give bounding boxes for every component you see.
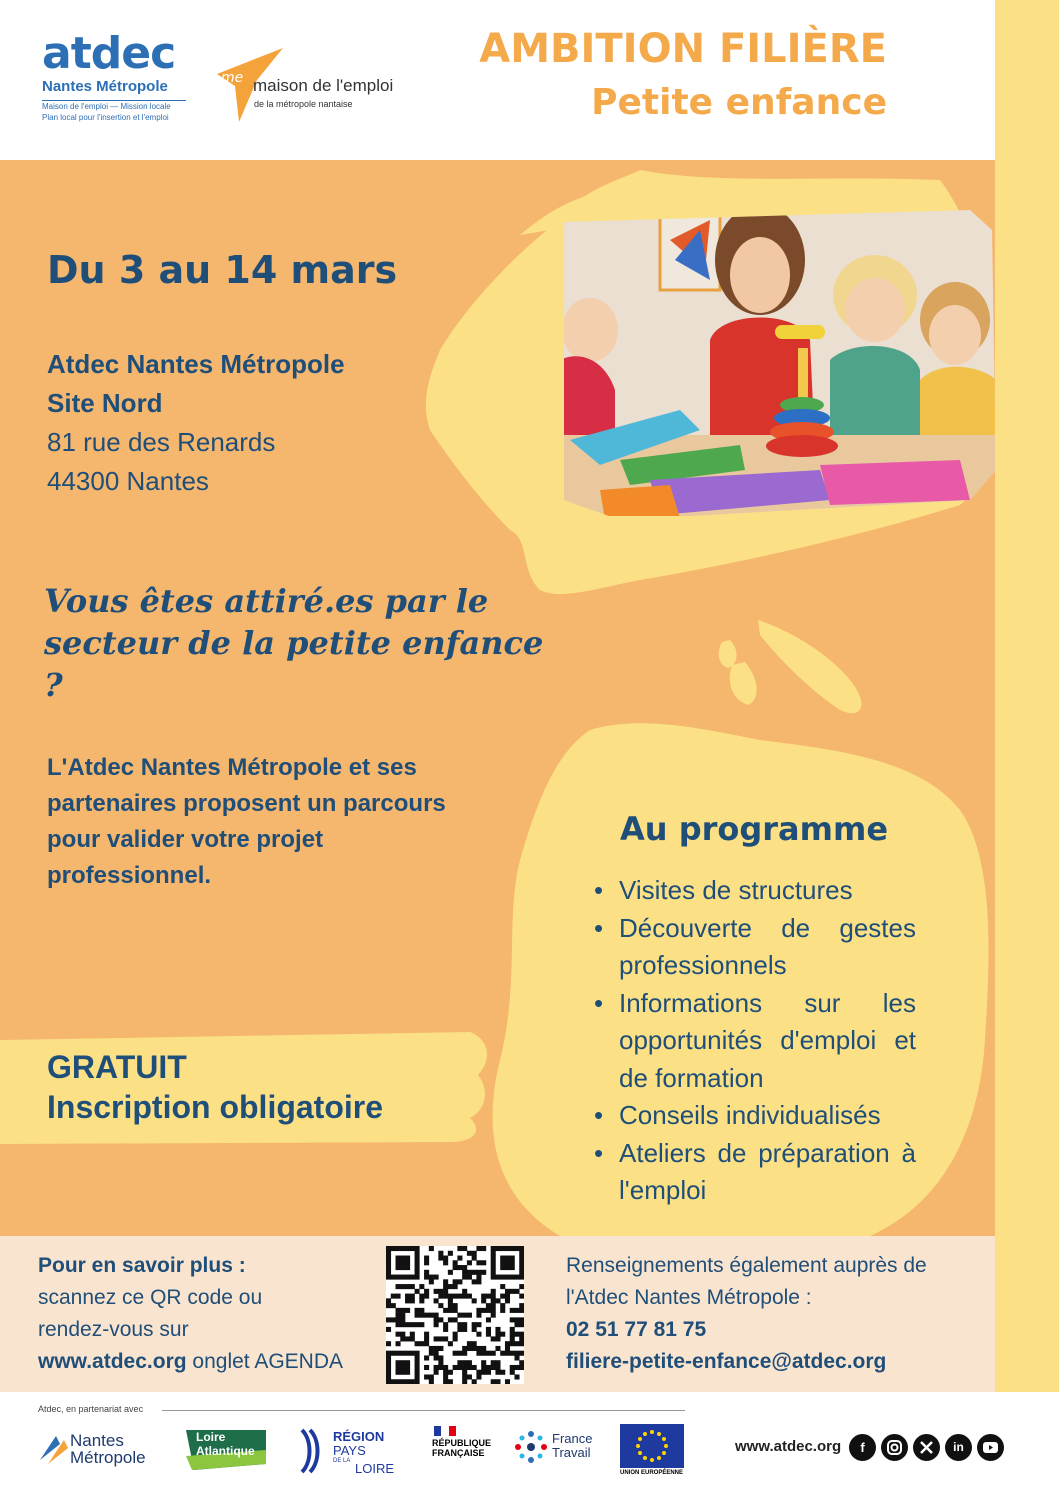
maison-emploi-logo <box>213 44 423 124</box>
union-europeenne-logo <box>620 1422 686 1478</box>
linkedin-icon[interactable]: in <box>945 1434 972 1461</box>
region-pays-de-la-loire-logo <box>298 1422 398 1478</box>
venue-city: 44300 Nantes <box>47 466 209 496</box>
republique-name-2: FRANÇAISE <box>432 1448 485 1458</box>
france-travail-name-2: Travail <box>552 1445 591 1460</box>
programme-item: • Informations sur les opportunités d'emploi et de formation <box>594 985 916 1098</box>
nantes-metropole-mark-icon <box>38 1430 74 1470</box>
republique-name-1: RÉPUBLIQUE <box>432 1438 492 1448</box>
republique-francaise-logo <box>432 1422 502 1478</box>
france-travail-name-1: France <box>552 1431 593 1446</box>
more-info-line-3: rendez-vous sur <box>38 1318 189 1341</box>
svg-text:me: me <box>221 70 244 86</box>
programme-item: • Visites de structures <box>594 872 916 910</box>
programme-item: • Découverte de gestes professionnels <box>594 910 916 985</box>
main-section <box>0 160 995 1236</box>
loire-atlantique-name-1: Loire <box>196 1430 226 1444</box>
contact-line-1: Renseignements également auprès de <box>566 1254 927 1277</box>
qr-code[interactable] <box>386 1246 524 1384</box>
region-name-2: PAYS <box>333 1443 366 1458</box>
programme-list <box>594 872 916 1210</box>
loire-atlantique-logo <box>184 1422 268 1478</box>
contact-email[interactable]: filiere-petite-enfance@atdec.org <box>566 1350 887 1373</box>
page-title: AMBITION FILIÈRE <box>479 26 887 72</box>
partner-divider <box>162 1410 685 1411</box>
event-address <box>47 345 345 501</box>
contact-line-2: l'Atdec Nantes Métropole : <box>566 1286 812 1309</box>
region-name-4: LOIRE <box>355 1461 395 1476</box>
more-info-block <box>38 1250 343 1378</box>
question-line-1: Vous êtes attiré.es par le <box>44 582 489 620</box>
x-icon[interactable] <box>913 1434 940 1461</box>
more-info-heading: Pour en savoir plus : <box>38 1254 246 1277</box>
side-accent-strip <box>995 0 1059 1392</box>
children-playing-photo <box>560 200 995 516</box>
partner-label: Atdec, en partenariat avec <box>38 1404 144 1414</box>
atdec-logo-subtitle: Nantes Métropole <box>42 78 168 95</box>
contact-phone[interactable]: 02 51 77 81 75 <box>566 1318 707 1341</box>
atdec-logo <box>42 30 186 123</box>
maison-emploi-name: maison de l'emploi <box>253 76 394 95</box>
info-band <box>0 1236 995 1392</box>
programme-item: • Conseils individualisés <box>594 1097 916 1135</box>
france-travail-mark-icon <box>514 1430 548 1464</box>
french-flag-icon <box>434 1426 456 1436</box>
loire-atlantique-name-2: Atlantique <box>196 1444 255 1458</box>
atdec-logo-name: atdec <box>42 28 176 79</box>
france-travail-logo <box>514 1422 594 1478</box>
programme-title: Au programme <box>620 810 889 848</box>
venue-street: 81 rue des Renards <box>47 427 276 457</box>
region-name-1: RÉGION <box>333 1429 385 1444</box>
more-info-line-2: scannez ce QR code ou <box>38 1286 263 1309</box>
more-info-line-4 <box>38 1346 343 1378</box>
region-name-3: DE LA <box>333 1458 351 1464</box>
union-europeenne-name: UNION EUROPÉENNE <box>620 1470 684 1476</box>
page-subtitle: Petite enfance <box>591 82 887 123</box>
footer <box>0 1392 1059 1497</box>
facebook-icon[interactable]: f <box>849 1434 876 1461</box>
contact-block <box>566 1250 927 1378</box>
event-dates: Du 3 au 14 mars <box>47 248 398 292</box>
nantes-metropole-name: Nantes Métropole <box>70 1431 146 1467</box>
region-mark-icon <box>298 1428 328 1474</box>
question-heading <box>44 580 544 706</box>
maison-emploi-subtitle: de la métropole nantaise <box>254 99 353 109</box>
registration-note <box>47 1047 383 1127</box>
header <box>0 0 995 160</box>
atdec-logo-tagline-1: Maison de l'emploi — Mission locale <box>42 100 186 112</box>
nantes-metropole-logo <box>38 1422 168 1478</box>
instagram-icon[interactable] <box>881 1434 908 1461</box>
programme-item: • Ateliers de préparation à l'emploi <box>594 1135 916 1210</box>
registration-required-label: Inscription obligatoire <box>47 1089 384 1125</box>
free-label: GRATUIT <box>47 1049 187 1085</box>
youtube-icon[interactable] <box>977 1434 1004 1461</box>
footer-website-link[interactable]: www.atdec.org <box>735 1438 842 1455</box>
eu-flag-icon <box>620 1424 684 1468</box>
venue-site: Site Nord <box>47 388 163 418</box>
website-link[interactable]: www.atdec.org <box>38 1350 187 1373</box>
venue-name: Atdec Nantes Métropole <box>47 349 345 379</box>
question-line-2: secteur de la petite enfance ? <box>44 624 544 704</box>
intro-text: L'Atdec Nantes Métropole et ses partenaires proposent un parcours pour valider votre projet professionnel. <box>47 754 446 889</box>
atdec-logo-tagline-2: Plan local pour l'insertion et l'emploi <box>42 113 169 122</box>
website-suffix: onglet AGENDA <box>186 1350 344 1373</box>
